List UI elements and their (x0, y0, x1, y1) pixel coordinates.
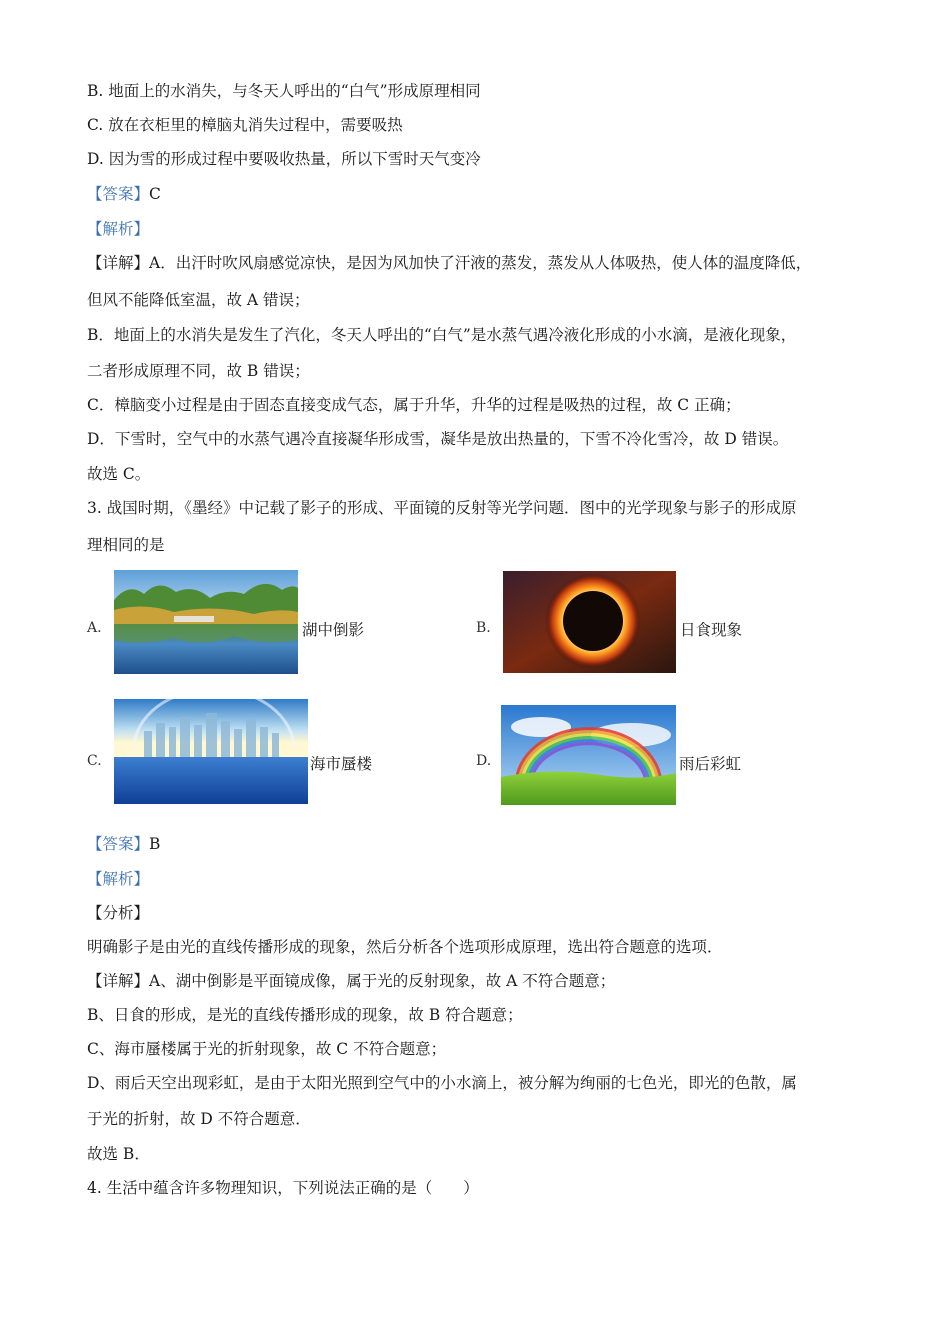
solar-eclipse-image (503, 571, 676, 673)
answer-value: B (149, 835, 161, 853)
detail-tag: 【详解】 (87, 254, 150, 272)
q2-detail-a-1 (87, 253, 811, 273)
rainbow-image (501, 705, 676, 805)
q2-option-b: B. 地面上的水消失，与冬天人呼出的“白气”形成原理相同 (87, 82, 481, 100)
q3-option-b-letter: B. (476, 620, 491, 636)
detail-text: A、湖中倒影是平面镜成像，属于光的反射现象，故 A 不符合题意； (149, 972, 616, 990)
answer-tag: 【答案】 (87, 835, 150, 853)
q3-detail-d-2: 于光的折射，故 D 不符合题意． (87, 1110, 311, 1128)
q2-detail-c: C．樟脑变小过程是由于固态直接变成气态，属于升华，升华的过程是吸热的过程，故 C 正确； (87, 396, 741, 414)
q2-detail-b-1: B．地面上的水消失是发生了汽化，冬天人呼出的“白气”是水蒸气遇冷液化形成的小水滴，是液化现象， (87, 326, 797, 344)
answer-tag: 【答案】 (87, 185, 150, 203)
q2-analysis-tag: 【解析】 (87, 220, 150, 238)
q2-detail-d: D．下雪时，空气中的水蒸气遇冷直接凝华形成雪，凝华是放出热量的，下雪不冷化雪冷，故 D 错误。 (87, 430, 789, 448)
q2-answer (87, 184, 161, 204)
q3-option-d-letter: D. (476, 753, 492, 769)
q3-stem-1: 3. 战国时期，《墨经》中记载了影子的形成、平面镜的反射等光学问题．图中的光学现象与影子的形成原 (87, 499, 797, 517)
q3-option-d-caption: 雨后彩虹 (679, 755, 742, 773)
q4-stem: 4. 生活中蕴含许多物理知识，下列说法正确的是（ ） (87, 1179, 479, 1197)
mirage-image (114, 699, 308, 804)
q3-answer (87, 834, 160, 854)
lake-reflection-image (114, 570, 298, 674)
q3-detail-b: B、日食的形成，是光的直线传播形成的现象，故 B 符合题意； (87, 1006, 523, 1024)
q3-analysis-tag: 【解析】 (87, 870, 150, 888)
q2-option-d: D. 因为雪的形成过程中要吸收热量，所以下雪时天气变冷 (87, 150, 481, 168)
answer-value: C (149, 185, 161, 203)
q3-option-a-caption: 湖中倒影 (302, 621, 365, 639)
q3-option-b-caption: 日食现象 (680, 621, 743, 639)
q3-detail-a (87, 971, 615, 991)
q3-detail-d-1: D、雨后天空出现彩虹，是由于太阳光照到空气中的小水滴上，被分解为绚丽的七色光，即光的色散，属 (87, 1074, 797, 1092)
q3-option-c-letter: C. (87, 753, 102, 769)
q2-conclusion: 故选 C。 (87, 465, 151, 483)
q3-detail-c: C、海市蜃楼属于光的折射现象，故 C 不符合题意； (87, 1040, 447, 1058)
q3-conclusion: 故选 B． (87, 1145, 150, 1163)
q3-option-c-caption: 海市蜃楼 (310, 755, 373, 773)
detail-text: A．出汗时吹风扇感觉凉快，是因为风加快了汗液的蒸发，蒸发从人体吸热，使人体的温度降低， (149, 254, 812, 272)
q2-option-c: C. 放在衣柜里的樟脑丸消失过程中，需要吸热 (87, 116, 403, 134)
q3-option-a-letter: A. (87, 620, 102, 636)
q3-fenxi: 明确影子是由光的直线传播形成的现象，然后分析各个选项形成原理，选出符合题意的选项． (87, 938, 723, 956)
q3-stem-2: 理相同的是 (87, 536, 165, 554)
q2-detail-b-2: 二者形成原理不同，故 B 错误； (87, 362, 310, 380)
q3-fenxi-tag: 【分析】 (87, 904, 150, 922)
q2-detail-a-2: 但风不能降低室温，故 A 错误； (87, 291, 310, 309)
detail-tag: 【详解】 (87, 972, 150, 990)
